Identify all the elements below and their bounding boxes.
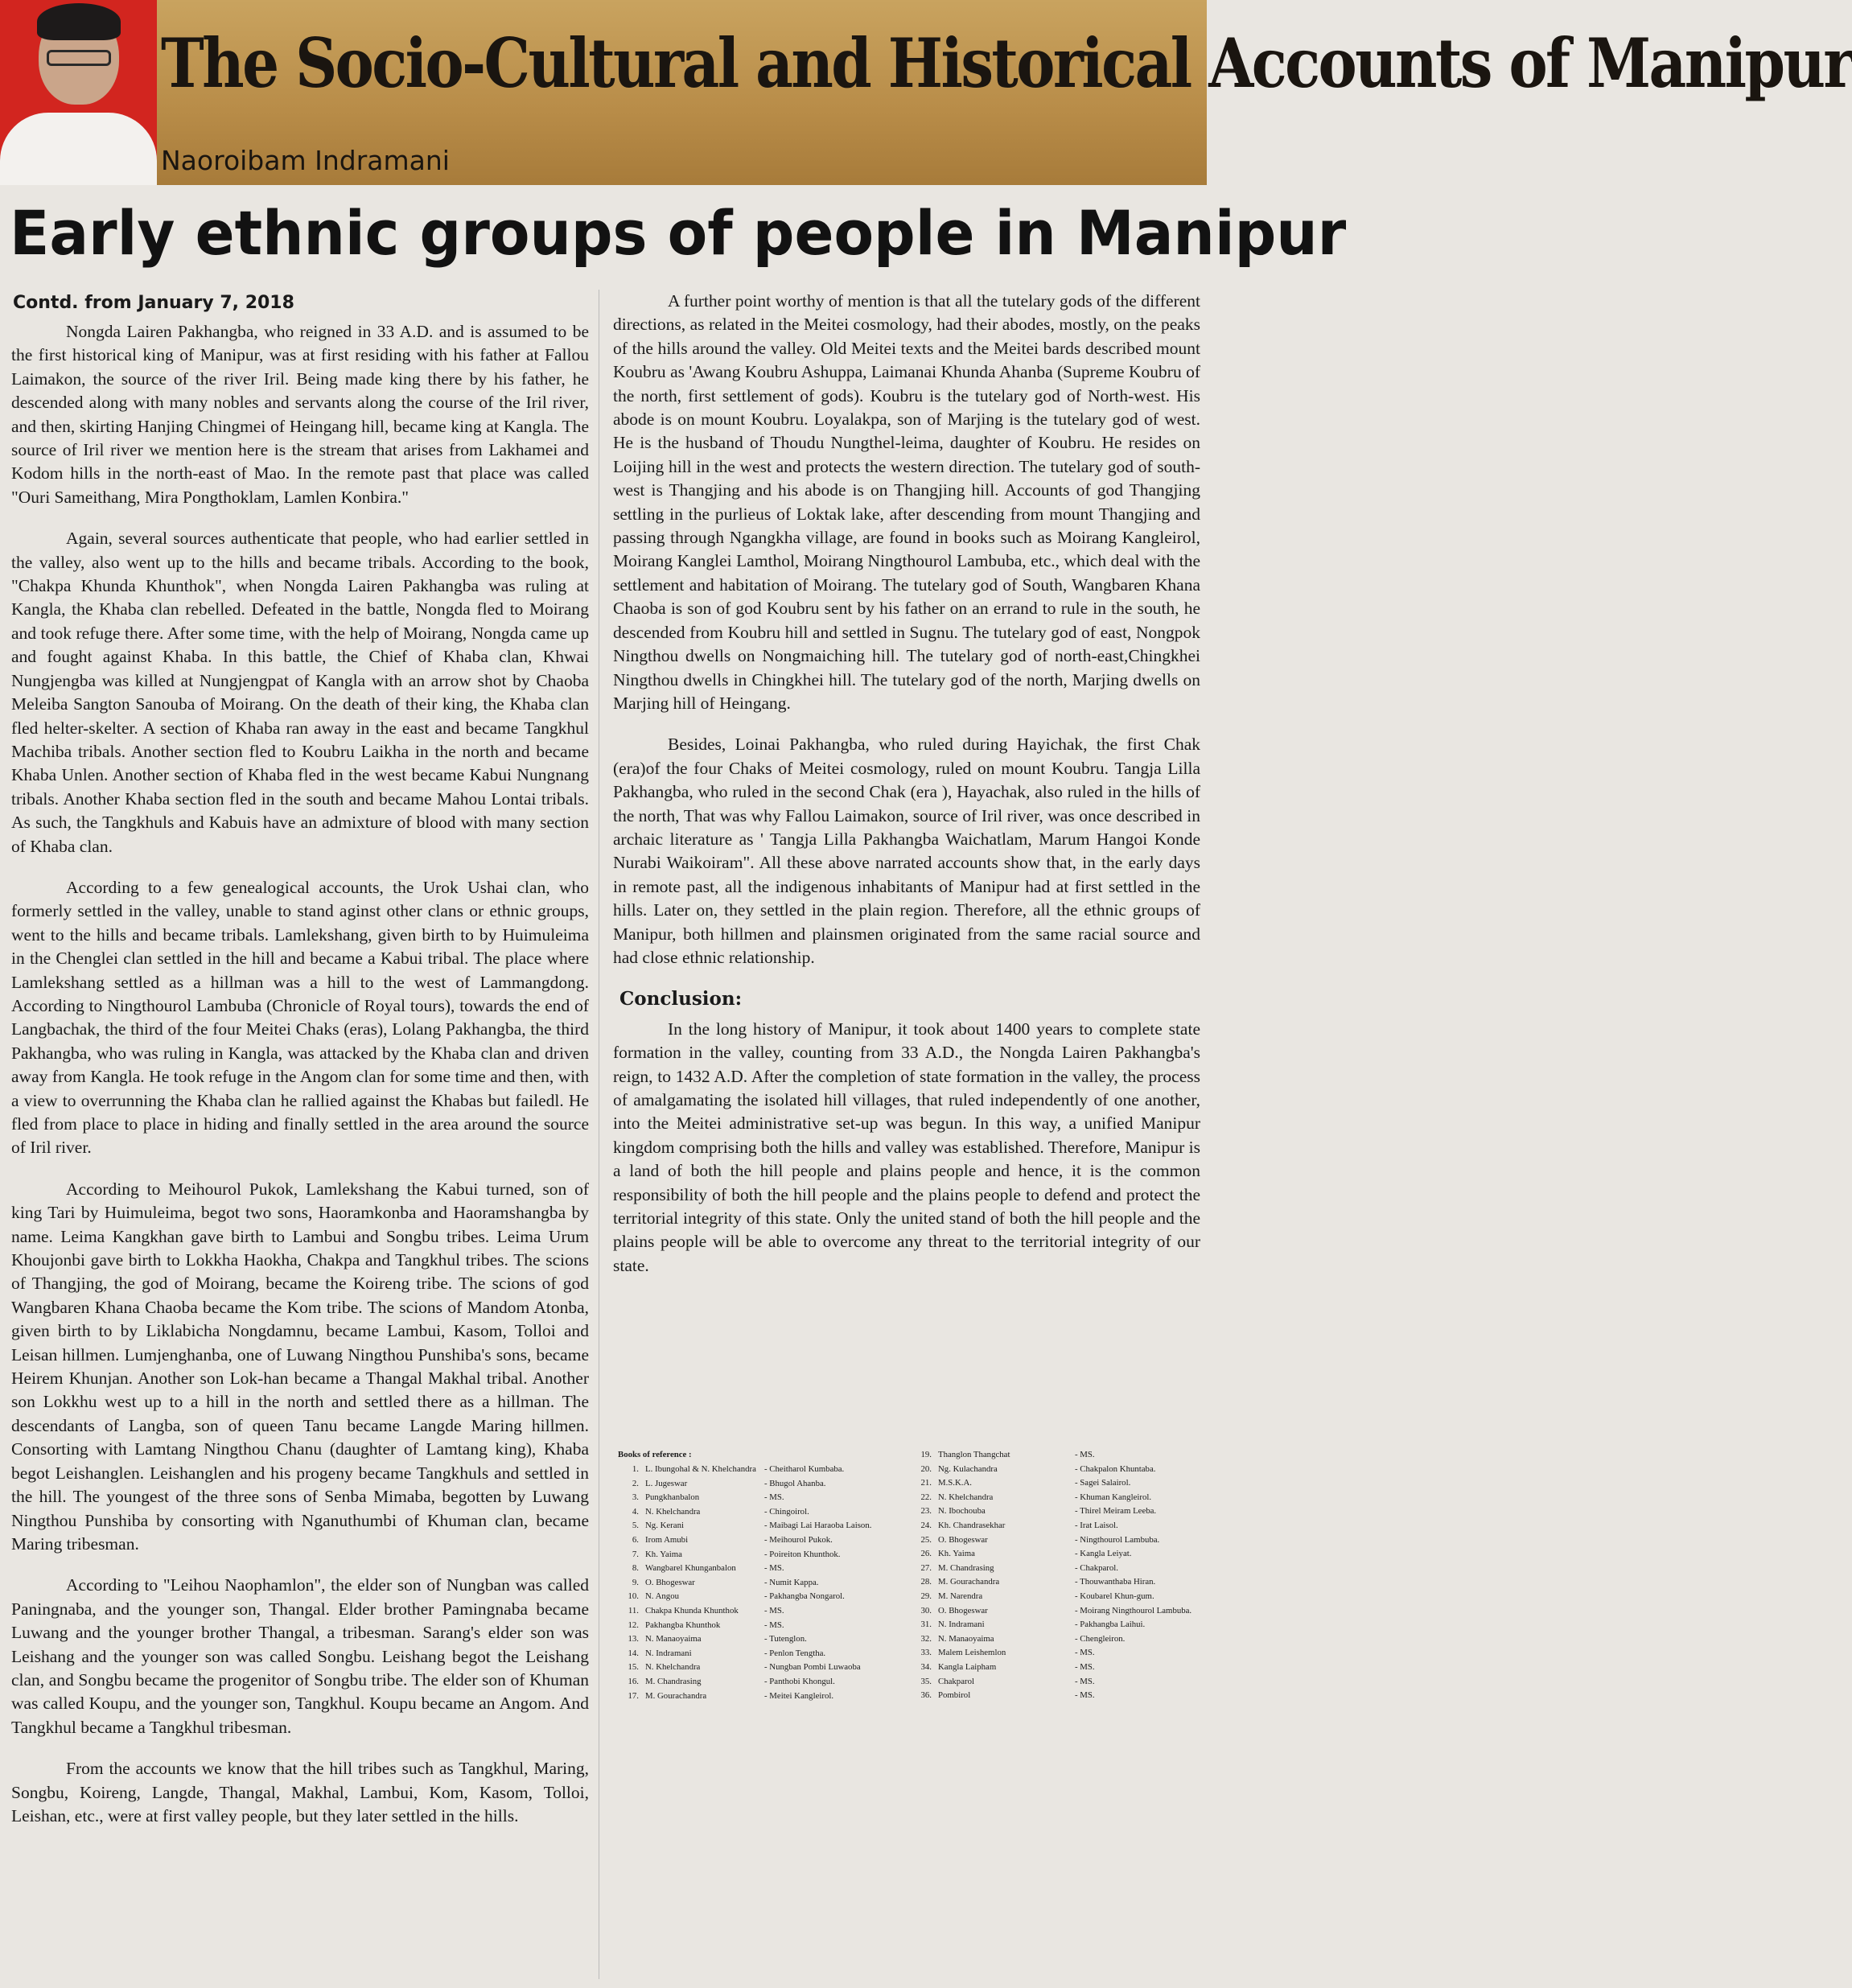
- reference-number: 35.: [920, 1676, 932, 1686]
- paragraph: According to "Leihou Naophamlon", the elder son of Nungban was called Paningnaba, and the younger son, Thangal. Elder brother Pamingnaba became Luwang and the younger brother Thangal, a tribesman. Sarang's elder son was Leishang and the younger son was called Songbu. Leishang begot the Leishang clan, and Songbu became the progenitor of Songbu tribe. The elder son of Khuman was called Koupu, and the younger son, Tangkhul. Koupu became an Angom. And Tangkhul became a Tangkhul tribesman.: [11, 1575, 589, 1737]
- reference-author: Chakparol: [938, 1676, 974, 1686]
- reference-author: N. Manaoyaima: [645, 1634, 702, 1644]
- reference-item: [911, 1491, 1202, 1505]
- reference-item: [618, 1576, 907, 1591]
- reference-number: 22.: [920, 1492, 932, 1502]
- reference-number: 34.: [920, 1661, 932, 1672]
- reference-item: [618, 1647, 907, 1661]
- reference-title: - Meitei Kangleirol.: [764, 1690, 907, 1704]
- reference-item: [618, 1590, 907, 1604]
- article-headline: Early ethnic groups of people in Manipur: [10, 197, 1347, 269]
- references-column-b: [911, 1448, 1202, 1703]
- reference-item: [618, 1491, 907, 1505]
- reference-author: Kh. Yaima: [938, 1549, 975, 1559]
- paragraph: A further point worthy of mention is that all the tutelary gods of the different directions, as related in the Meitei cosmology, had their abodes, mostly, on the peaks of the hills around the valley. Old Meitei texts and the Meitei bards described mount Koubru as 'Awang Koubru Ashuppa, Laimanai Khunda Ahanba (Supreme Koubru of the north, first settlement of gods). Koubru is the tutelary god of North-west. His abode is on mount Koubru. Loyalakpa, son of Marjing is the tutelary god of west. He is the husband of Thoudu Nungthel-leima, daughter of Koubru. He resides on Loijing hill in the west and protects the western direction. The tutelary god of south-west is Thangjing and his abode is on Thangjing hill. Accounts of god Thangjing settling in the purlieus of Loktak lake, after descending from mount Thangjing and passing through Ngangkha village, are found in books such as Moirang Kangleirol, Moirang Kanglei Lamthol, Moirang Ningthourol Lambuba, etc., which deal with the settlement and habitation of Moirang. The tutelary god of South, Wangbaren Khana Chaoba is son of god Koubru sent by his father on an errand to rule in the south, he descended from Koubru hill and settled in Sugnu. The tutelary god of east, Nongpok Ningthou dwells on Nongmaiching hill. The tutelary god of north-east,Chingkhei Ningthou dwells in Chingkhei hill. The tutelary god of the north, Marjing dwells on Marjing hill of Heingang.: [613, 291, 1200, 713]
- reference-item: [911, 1632, 1202, 1647]
- reference-author: N. Khelchandra: [645, 1506, 701, 1517]
- reference-author: M. Chandrasing: [938, 1562, 994, 1573]
- reference-item: [911, 1448, 1202, 1463]
- reference-author: O. Bhogeswar: [938, 1605, 988, 1616]
- reference-number: 14.: [628, 1648, 639, 1658]
- reference-number: 7.: [632, 1549, 639, 1559]
- reference-title: - MS.: [764, 1619, 907, 1633]
- reference-title: - Chakpalon Khuntaba.: [1075, 1463, 1202, 1477]
- left-column: [11, 290, 589, 1979]
- reference-item: [618, 1533, 907, 1548]
- reference-number: 33.: [920, 1648, 932, 1658]
- reference-title: - Meihourol Pukok.: [764, 1533, 907, 1548]
- reference-title: - Khuman Kangleirol.: [1075, 1491, 1202, 1505]
- reference-author: L. Ibungohal & N. Khelchandra: [645, 1464, 756, 1474]
- reference-number: 12.: [628, 1620, 639, 1630]
- reference-item: [911, 1675, 1202, 1690]
- reference-author: Kangla Laipham: [938, 1661, 997, 1672]
- reference-number: 36.: [920, 1690, 932, 1701]
- reference-author: M. Gourachandra: [645, 1690, 707, 1701]
- reference-author: Pungkhanbalon: [645, 1492, 700, 1503]
- reference-title: - Koubarel Khun-gum.: [1075, 1590, 1202, 1604]
- series-banner: [0, 0, 1852, 185]
- reference-number: 26.: [920, 1549, 932, 1559]
- reference-number: 2.: [632, 1478, 639, 1488]
- reference-title: - Nungban Pombi Luwaoba: [764, 1661, 907, 1675]
- reference-title: - Chengleiron.: [1075, 1632, 1202, 1647]
- right-column: [613, 290, 1200, 1432]
- reference-item: [618, 1519, 907, 1533]
- reference-number: 20.: [920, 1463, 932, 1474]
- reference-item: [911, 1504, 1202, 1519]
- reference-number: 21.: [920, 1478, 932, 1488]
- reference-number: 9.: [632, 1577, 639, 1587]
- reference-author: O. Bhogeswar: [645, 1577, 695, 1587]
- reference-title: - MS.: [1075, 1646, 1202, 1661]
- author-name: Naoroibam Indramani: [161, 145, 450, 176]
- author-hair: [37, 3, 121, 40]
- references-list: [615, 1448, 1202, 1754]
- reference-number: 27.: [920, 1562, 932, 1573]
- reference-author: N. Angou: [645, 1591, 679, 1602]
- reference-author: Ng. Kerani: [645, 1521, 684, 1531]
- reference-item: [911, 1661, 1202, 1675]
- reference-number: 32.: [920, 1633, 932, 1644]
- reference-item: [618, 1675, 907, 1690]
- reference-title: - Thouwanthaba Hiran.: [1075, 1575, 1202, 1590]
- reference-number: 19.: [920, 1450, 932, 1459]
- reference-title: - MS.: [764, 1491, 907, 1505]
- reference-item: [911, 1618, 1202, 1632]
- reference-title: - Panthobi Khongul.: [764, 1675, 907, 1690]
- paragraph: According to a few genealogical accounts, the Urok Ushai clan, who formerly settled in the valley, unable to stand aginst other clans or ethnic groups, went to the hills and became tribals. Lamlekshang, given birth to by Huimuleima in the Chenglei clan settled in the hill and became a Kabui tribal. The place where Lamlekshang settled as a hillman was a hill to the west of Lammangdong. According to Ningthourol Lambuba (Chronicle of Royal tours), towards the end of Langbachak, the third of the four Meitei Chaks (eras), Lolang Pakhangba, the third Pakhangba, who was ruling in Kangla, was attacked by the Khaba clan and driven away from Kangla. He took refuge in the Angom clan for some time and then, with a view to overrunning the Khaba clan he rallied against the Khabas but failedl. He fled from place to place in hiding and finally settled in the area around the source of Iril river.: [11, 877, 589, 1158]
- paragraph: According to Meihourol Pukok, Lamlekshang the Kabui turned, son of king Tari by Huimuleima, begot two sons, Haoramkonba and Haoramshangba by name. Leima Kangkhan gave birth to Lambui and Songbu tribes. Leima Urum Khoujonbi gave birth to Lokkha Haokha, Chakpa and Tangkhul tribes. The scions of Thangjing, the god of Moirang, became the Koireng tribe. The scions of god Wangbaren Khana Chaoba became the Kom tribe. The scions of Mandom Atonba, given birth to by Liklabicha Nongdamnu, became Lambui, Kasom, Tolloi and Leisan hillmen. Lumjenghanba, one of Luwang Ningthou Punshiba's sons, became Heirem Khunjan. Another son Lok-han became a Thangal Makhal tribal. Another son Lokkhu west up to a hill in the north and settled there as a hillman. The descendants of Langba, son of queen Tanu became Langde Maring hillmen. Consorting with Lamtang Ningthou Chanu (daughter of Lamtang king), Khaba begot Leishanglen. Leishanglen and his progeny became Tangkhuls and settled in the hill. The youngest of the three sons of Senba Mimaba, begotten by Luwang Ningthou Punshiba by consorting with Nganuthumbi of Khuman clan, became Maring tribesman.: [11, 1179, 589, 1554]
- reference-number: 17.: [628, 1690, 639, 1701]
- reference-number: 23.: [920, 1506, 932, 1517]
- reference-number: 16.: [628, 1676, 639, 1686]
- reference-item: [618, 1619, 907, 1633]
- reference-title: - MS.: [764, 1562, 907, 1576]
- reference-item: [618, 1505, 907, 1520]
- reference-number: 15.: [628, 1662, 639, 1673]
- reference-title: - Sagei Salairol.: [1075, 1476, 1202, 1491]
- reference-number: 25.: [920, 1534, 932, 1545]
- reference-item: [911, 1519, 1202, 1533]
- reference-number: 13.: [628, 1634, 639, 1644]
- reference-title: - Maibagi Lai Haraoba Laison.: [764, 1519, 907, 1533]
- reference-author: Pombirol: [938, 1690, 971, 1701]
- reference-author: M. Narendra: [938, 1591, 983, 1601]
- reference-item: [911, 1604, 1202, 1619]
- reference-item: [911, 1646, 1202, 1661]
- paragraph: From the accounts we know that the hill tribes such as Tangkhul, Maring, Songbu, Koireng, Langde, Thangal, Makhal, Lambui, Kom, Kasom, Tolloi, Leishan, etc., were at first valley people, but they later settled in the hills.: [11, 1759, 589, 1825]
- reference-title: - Thirel Meiram Leeba.: [1075, 1504, 1202, 1519]
- reference-number: 11.: [628, 1605, 639, 1616]
- reference-title: - Penlon Tengtha.: [764, 1647, 907, 1661]
- reference-author: Wangbarel Khunganbalon: [645, 1563, 736, 1574]
- author-photo: [0, 0, 157, 185]
- reference-number: 8.: [632, 1563, 639, 1574]
- reference-number: 4.: [632, 1506, 639, 1517]
- reference-item: [911, 1590, 1202, 1604]
- reference-author: Pakhangba Khunthok: [645, 1620, 721, 1630]
- reference-item: [618, 1463, 907, 1477]
- reference-author: Thanglon Thangchat: [938, 1450, 1010, 1459]
- reference-title: - Kangla Leiyat.: [1075, 1547, 1202, 1562]
- reference-title: - Chingoirol.: [764, 1505, 907, 1520]
- reference-title: - Irat Laisol.: [1075, 1519, 1202, 1533]
- reference-title: - MS.: [1075, 1689, 1202, 1703]
- reference-title: - Chakparol.: [1075, 1562, 1202, 1576]
- reference-title: - Numit Kappa.: [764, 1576, 907, 1591]
- reference-title: - Bhugol Ahanba.: [764, 1477, 907, 1492]
- references-heading: Books of reference :: [618, 1450, 692, 1459]
- reference-item: [618, 1632, 907, 1647]
- reference-item: [618, 1562, 907, 1576]
- reference-author: N. Khelchandra: [938, 1492, 994, 1502]
- conclusion-paragraph: In the long history of Manipur, it took about 1400 years to complete state formation in the valley, counting from 33 A.D., the Nongda Lairen Pakhangba's reign, to 1432 A.D. After the completion of state formation in the valley, the process of amalgamating the isolated hill villages, that ruled independently of one another, into the Meitei administrative set-up was begun. In this way, a unified Manipur kingdom comprising both the hills and valley was established. Therefore, Manipur is a land of both the hill people and plains people and hence, it is the common responsibility of both the hill people and the plains people to defend and protect the territorial integrity of this state. Only the united stand of both the hill people and the plains people will be able to overcome any threat to the territorial integrity of our state.: [613, 1019, 1200, 1275]
- reference-author: N. Indramani: [938, 1620, 985, 1630]
- reference-item: [911, 1533, 1202, 1548]
- reference-number: 28.: [920, 1577, 932, 1587]
- reference-item: [911, 1476, 1202, 1491]
- reference-title: - MS.: [1075, 1675, 1202, 1690]
- reference-item: [618, 1661, 907, 1675]
- paragraph: Nongda Lairen Pakhangba, who reigned in 33 A.D. and is assumed to be the first historical king of Manipur, was at first residing with his father at Fallou Laimakon, the source of the river Iril. Being made king there by his father, he descended along with many nobles and servants along the course of the Iril river, and then, skirting Hanjing Chingmei of Heingang hill, became king at Kangla. The source of Iril river we mention here is the stream that arises from Lakhamei and Kodom hills in the north-east of Mao. In the remote past that place was called "Ouri Sameithang, Mira Pongthoklam, Lamlen Konbira.": [11, 322, 589, 507]
- reference-title: - Moirang Ningthourol Lambuba.: [1075, 1604, 1202, 1619]
- references-column-a: [618, 1448, 907, 1703]
- continued-note: Contd. from January 7, 2018: [13, 293, 294, 313]
- reference-item: [911, 1562, 1202, 1576]
- conclusion-heading: Conclusion:: [619, 988, 743, 1010]
- reference-number: 1.: [632, 1464, 639, 1474]
- reference-title: - MS.: [1075, 1661, 1202, 1675]
- reference-title: - Poireiton Khunthok.: [764, 1548, 907, 1562]
- reference-item: [911, 1463, 1202, 1477]
- reference-author: Ng. Kulachandra: [938, 1463, 998, 1474]
- paragraph: Again, several sources authenticate that people, who had earlier settled in the valley, also went up to the hills and became tribals. According to the book, "Chakpa Khunda Khunthok", when Nongda Lairen Pakhangba was ruling at Kangla, the Khaba clan rebelled. Defeated in the battle, Nongda fled to Moirang and took refuge there. After some time, with the help of Moirang, Nongda came up and fought against Khaba. In this battle, the Chief of Khaba clan, Khwai Nungjengba was killed at Nungjengpat of Kangla with an arrow shot by Chaoba Meleiba Sangton Sanouba of Moirang. On the death of their king, the Khaba clan fled helter-skelter. A section of Khaba ran away in the east and became Tangkhul Machiba tribals. Another section fled to Koubru Laikha in the north and became Khaba Unlen. Another section of Khaba fled in the west became Kabui Nungnang tribals. Another Khaba section fled in the south and became Mahou Lontai tribals. As such, the Tangkhuls and Kabuis have an admixture of blood with many section of Khaba clan.: [11, 529, 589, 856]
- reference-author: N. Manaoyaima: [938, 1633, 994, 1644]
- reference-title: - MS.: [1075, 1448, 1202, 1463]
- reference-author: N. Indramani: [645, 1648, 692, 1658]
- reference-author: O. Bhogeswar: [938, 1534, 988, 1545]
- reference-title: - Pakhangba Nongarol.: [764, 1590, 907, 1604]
- reference-title: - Pakhangba Laihui.: [1075, 1618, 1202, 1632]
- reference-number: 3.: [632, 1492, 639, 1503]
- reference-number: 31.: [920, 1620, 932, 1630]
- author-glasses: [47, 50, 111, 66]
- author-shirt: [0, 113, 157, 185]
- reference-author: N. Ibochouba: [938, 1506, 986, 1517]
- reference-author: Malem Leishemlon: [938, 1648, 1006, 1658]
- series-title: The Socio-Cultural and Historical Accounts of Manipur: [161, 23, 1852, 103]
- reference-number: 29.: [920, 1591, 932, 1601]
- reference-item: [618, 1690, 907, 1704]
- reference-author: Kh. Yaima: [645, 1549, 682, 1559]
- reference-author: Chakpa Khunda Khunthok: [645, 1605, 739, 1616]
- reference-item: [911, 1575, 1202, 1590]
- reference-item: [618, 1604, 907, 1619]
- reference-author: M. Gourachandra: [938, 1577, 1000, 1587]
- reference-item: [911, 1547, 1202, 1562]
- reference-author: Irom Amubi: [645, 1534, 689, 1545]
- reference-item: [911, 1689, 1202, 1703]
- reference-author: Kh. Chandrasekhar: [938, 1520, 1006, 1530]
- reference-item: [618, 1548, 907, 1562]
- reference-number: 5.: [632, 1521, 639, 1531]
- reference-number: 30.: [920, 1605, 932, 1616]
- reference-number: 6.: [632, 1534, 639, 1545]
- paragraph: Besides, Loinai Pakhangba, who ruled during Hayichak, the first Chak (era)of the four Chaks of Meitei cosmology, ruled on mount Koubru. Tangja Lilla Pakhangba, who ruled in the second Chak (era ), Hayachak, also ruled in the hills of the north, That was why Fallou Laimakon, source of Iril river, was once described in archaic literature as ' Tangja Lilla Pakhangba Waichatlam, Marum Hangoi Konde Nurabi Waikoiram". All these above narrated accounts show that, in the early days in remote past, all the indigenous inhabitants of Manipur had at first settled in the hills. Later on, they settled in the plain region. Therefore, all the ethnic groups of Manipur, both hillmen and plainsmen originated from the same racial source and had close ethnic relationship.: [613, 735, 1200, 967]
- reference-title: - Ningthourol Lambuba.: [1075, 1533, 1202, 1548]
- reference-author: L. Jugeswar: [645, 1478, 688, 1488]
- reference-title: - MS.: [764, 1604, 907, 1619]
- reference-author: M.S.K.A.: [938, 1478, 972, 1488]
- reference-number: 24.: [920, 1520, 932, 1530]
- reference-item: [618, 1477, 907, 1492]
- reference-title: - Cheitharol Kumbaba.: [764, 1463, 907, 1477]
- reference-number: 10.: [628, 1591, 639, 1602]
- reference-author: M. Chandrasing: [645, 1676, 702, 1686]
- reference-author: N. Khelchandra: [645, 1662, 701, 1673]
- reference-title: - Tutenglon.: [764, 1632, 907, 1647]
